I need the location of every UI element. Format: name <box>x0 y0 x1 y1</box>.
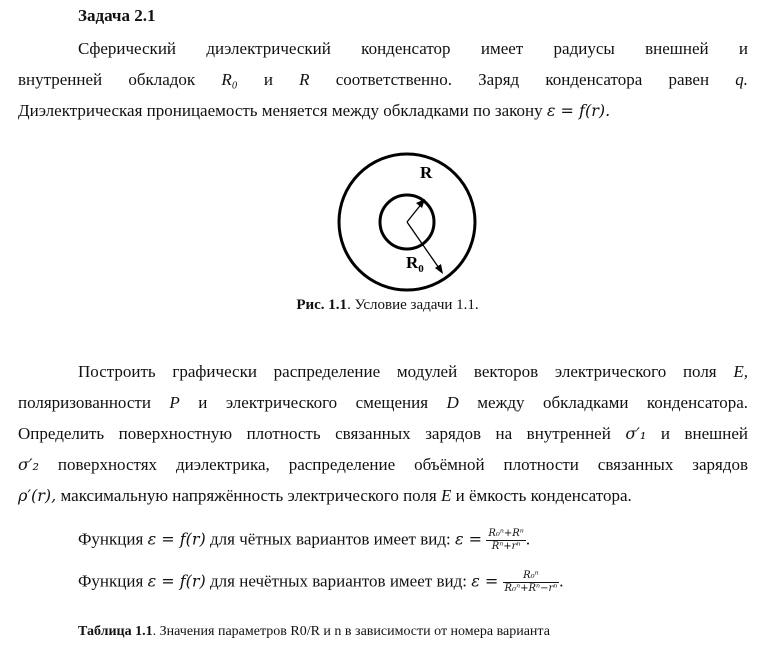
symbol-E: E <box>441 486 452 505</box>
symbol-R: R <box>299 70 310 89</box>
table-caption-label: Таблица 1.1 <box>78 624 153 639</box>
fraction-denominator: R₀ⁿ+Rⁿ−rⁿ <box>504 583 558 594</box>
formula-epsilon: ε = f(r). <box>546 101 611 120</box>
formula-epsilon: ε = f(r) <box>147 529 206 549</box>
fraction-denominator: Rⁿ+rⁿ <box>491 541 521 552</box>
symbol-sigma1: σ′₁ <box>625 424 647 443</box>
formula-lhs: ε = <box>454 529 483 549</box>
task-line-4 <box>18 449 748 480</box>
text-fragment: поляризованности <box>18 393 151 412</box>
symbol-q: q. <box>735 70 749 89</box>
task-line-2 <box>18 387 748 418</box>
text-fragment: Диэлектрическая проницаемость меняется между обкладками по закону <box>18 101 543 120</box>
symbol-rho: ρ′(r), <box>18 486 57 505</box>
fraction-numerator: R₀ⁿ <box>503 570 560 583</box>
symbol-sigma2: σ′₂ <box>18 455 39 474</box>
statement-line-2 <box>18 64 748 95</box>
symbol-E: E, <box>733 362 749 381</box>
text-fragment: . <box>525 529 531 549</box>
text-fragment: и внешней <box>660 424 748 443</box>
symbol-R0: R₀ <box>221 70 238 89</box>
function-odd-variants <box>78 570 564 595</box>
problem-statement <box>18 33 748 126</box>
statement-line-1: Сферический диэлектрический конденсатор имеет радиусы внешней и <box>78 39 748 58</box>
text-fragment: для нечётных вариантов имеет вид: <box>210 571 467 591</box>
fraction-numerator: R₀ⁿ+Rⁿ <box>488 528 524 539</box>
label-R0-main: R <box>406 253 419 272</box>
formula-lhs: ε = <box>471 571 499 591</box>
caption-text: . Условие задачи 1.1. <box>347 297 479 313</box>
text-fragment: и <box>263 70 273 89</box>
label-R0-subscript: 0 <box>418 263 424 275</box>
task-line-5 <box>18 480 748 511</box>
capacitor-diagram <box>336 150 478 294</box>
text-fragment: и ёмкость конденсатора. <box>455 486 632 505</box>
fraction-odd <box>503 570 560 595</box>
text-fragment: соответственно. Заряд конденсатора равен <box>335 70 710 89</box>
task-description <box>18 356 748 511</box>
text-fragment: между обкладками конденсатора. <box>477 393 749 412</box>
task-line-3 <box>18 418 748 449</box>
formula-epsilon: ε = f(r) <box>147 571 206 591</box>
text-fragment: внутренней обкладок <box>18 70 196 89</box>
task-line-1 <box>18 356 748 387</box>
function-even-variants <box>78 528 530 553</box>
text-fragment: Определить поверхностную плотность связанных зарядов на внутренней <box>18 424 611 443</box>
text-fragment: максимальную напряжённость электрического поля <box>60 486 437 505</box>
text-fragment: Функция <box>78 529 144 549</box>
label-R0 <box>406 253 424 275</box>
text-fragment: и электрического смещения <box>198 393 429 412</box>
figure-caption <box>0 297 775 314</box>
text-fragment: поверхностях диэлектрика, распределение объёмной плотности связанных зарядов <box>57 455 749 474</box>
text-fragment: Построить графически распределение модулей векторов электрического поля <box>78 362 717 381</box>
table-caption <box>78 624 550 640</box>
text-fragment: . <box>559 571 564 591</box>
symbol-P: P <box>169 393 180 412</box>
text-fragment: для чётных вариантов имеет вид: <box>210 529 451 549</box>
text-fragment: Функция <box>78 571 144 591</box>
fraction-even <box>486 528 526 553</box>
label-R: R <box>420 163 433 182</box>
statement-line-3 <box>18 95 748 126</box>
caption-label: Рис. 1.1 <box>296 297 348 313</box>
radius-R0-arrowhead <box>435 264 443 274</box>
table-caption-text: . Значения параметров R0/R и n в зависимости от номера варианта <box>152 624 550 639</box>
symbol-D: D <box>446 393 459 412</box>
task-heading: Задача 2.1 <box>78 6 156 25</box>
